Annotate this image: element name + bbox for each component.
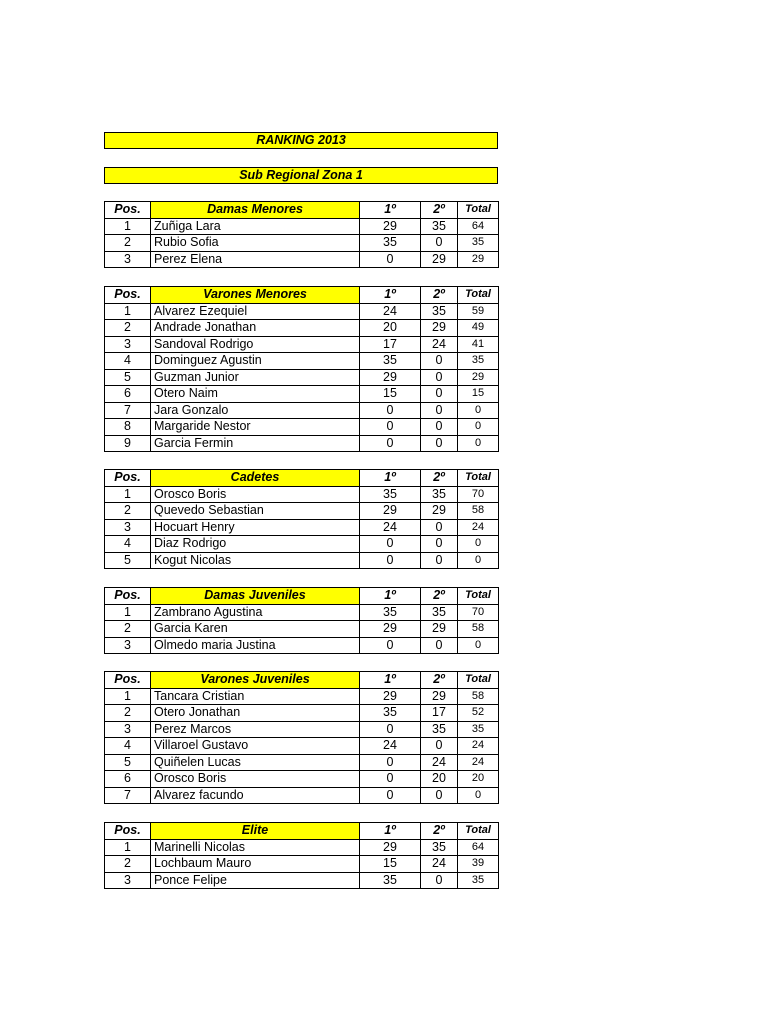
category-name: Varones Juveniles [151, 672, 360, 689]
row-total: 52 [458, 705, 499, 722]
row-first: 35 [360, 353, 421, 370]
row-name: Sandoval Rodrigo [151, 336, 360, 353]
header-pos: Pos. [105, 672, 151, 689]
table-row [105, 771, 499, 788]
row-second: 0 [421, 872, 458, 889]
table-row [105, 402, 499, 419]
row-first: 35 [360, 872, 421, 889]
row-position: 2 [105, 856, 151, 873]
row-first: 35 [360, 235, 421, 252]
header-first: 1º [360, 202, 421, 219]
zone-subtitle: Sub Regional Zona 1 [104, 167, 498, 184]
row-position: 3 [105, 637, 151, 654]
row-first: 0 [360, 552, 421, 569]
row-second: 29 [421, 503, 458, 520]
row-position: 1 [105, 688, 151, 705]
row-second: 0 [421, 552, 458, 569]
table-row [105, 251, 499, 268]
row-second: 24 [421, 754, 458, 771]
header-pos: Pos. [105, 823, 151, 840]
table-row [105, 369, 499, 386]
row-second: 29 [421, 251, 458, 268]
row-name: Hocuart Henry [151, 519, 360, 536]
row-total: 35 [458, 872, 499, 889]
header-total: Total [458, 287, 499, 304]
row-position: 6 [105, 771, 151, 788]
row-total: 35 [458, 721, 499, 738]
row-position: 4 [105, 536, 151, 553]
row-second: 0 [421, 369, 458, 386]
row-position: 4 [105, 738, 151, 755]
row-name: Guzman Junior [151, 369, 360, 386]
header-total: Total [458, 823, 499, 840]
row-first: 15 [360, 386, 421, 403]
row-second: 29 [421, 621, 458, 638]
header-second: 2º [421, 672, 458, 689]
row-first: 24 [360, 303, 421, 320]
table-row [105, 235, 499, 252]
table-row [105, 536, 499, 553]
row-position: 3 [105, 251, 151, 268]
row-first: 35 [360, 705, 421, 722]
row-total: 0 [458, 552, 499, 569]
row-second: 35 [421, 839, 458, 856]
row-second: 35 [421, 218, 458, 235]
row-position: 1 [105, 839, 151, 856]
row-first: 0 [360, 402, 421, 419]
row-second: 29 [421, 320, 458, 337]
row-total: 0 [458, 435, 499, 452]
row-position: 2 [105, 503, 151, 520]
ranking-table [104, 587, 499, 654]
row-total: 59 [458, 303, 499, 320]
row-name: Garcia Fermin [151, 435, 360, 452]
row-total: 35 [458, 235, 499, 252]
row-position: 3 [105, 519, 151, 536]
row-name: Quiñelen Lucas [151, 754, 360, 771]
table-row [105, 486, 499, 503]
row-total: 24 [458, 754, 499, 771]
row-total: 58 [458, 503, 499, 520]
table-header-row [105, 202, 499, 219]
table-row [105, 872, 499, 889]
row-position: 6 [105, 386, 151, 403]
category-name: Varones Menores [151, 287, 360, 304]
header-total: Total [458, 470, 499, 487]
row-total: 49 [458, 320, 499, 337]
row-name: Orosco Boris [151, 771, 360, 788]
row-second: 0 [421, 637, 458, 654]
row-position: 4 [105, 353, 151, 370]
row-name: Ponce Felipe [151, 872, 360, 889]
table-row [105, 386, 499, 403]
row-second: 0 [421, 386, 458, 403]
row-second: 0 [421, 738, 458, 755]
table-row [105, 519, 499, 536]
header-pos: Pos. [105, 287, 151, 304]
row-first: 24 [360, 519, 421, 536]
ranking-table [104, 201, 499, 268]
row-position: 2 [105, 705, 151, 722]
header-second: 2º [421, 823, 458, 840]
header-first: 1º [360, 287, 421, 304]
row-total: 64 [458, 218, 499, 235]
row-name: Alvarez Ezequiel [151, 303, 360, 320]
header-second: 2º [421, 287, 458, 304]
table-row [105, 320, 499, 337]
table-row [105, 336, 499, 353]
header-first: 1º [360, 588, 421, 605]
ranking-table [104, 671, 499, 804]
row-name: Rubio Sofia [151, 235, 360, 252]
row-position: 5 [105, 369, 151, 386]
table-row [105, 303, 499, 320]
row-first: 35 [360, 604, 421, 621]
row-second: 35 [421, 486, 458, 503]
row-name: Otero Jonathan [151, 705, 360, 722]
row-name: Perez Elena [151, 251, 360, 268]
row-first: 29 [360, 218, 421, 235]
row-first: 0 [360, 754, 421, 771]
row-position: 1 [105, 303, 151, 320]
table-row [105, 621, 499, 638]
row-first: 0 [360, 637, 421, 654]
header-second: 2º [421, 470, 458, 487]
header-pos: Pos. [105, 202, 151, 219]
row-total: 24 [458, 519, 499, 536]
category-name: Damas Juveniles [151, 588, 360, 605]
row-position: 2 [105, 320, 151, 337]
row-position: 7 [105, 787, 151, 804]
row-name: Kogut Nicolas [151, 552, 360, 569]
row-name: Villaroel Gustavo [151, 738, 360, 755]
row-position: 2 [105, 235, 151, 252]
row-second: 29 [421, 688, 458, 705]
row-first: 17 [360, 336, 421, 353]
ranking-table [104, 286, 499, 452]
row-first: 35 [360, 486, 421, 503]
row-first: 29 [360, 839, 421, 856]
header-first: 1º [360, 672, 421, 689]
table-row [105, 688, 499, 705]
row-total: 0 [458, 419, 499, 436]
row-first: 0 [360, 771, 421, 788]
row-name: Perez Marcos [151, 721, 360, 738]
header-pos: Pos. [105, 588, 151, 605]
row-position: 9 [105, 435, 151, 452]
row-first: 0 [360, 721, 421, 738]
table-row [105, 738, 499, 755]
table-header-row [105, 470, 499, 487]
header-total: Total [458, 672, 499, 689]
row-total: 15 [458, 386, 499, 403]
table-row [105, 754, 499, 771]
table-row [105, 435, 499, 452]
row-second: 24 [421, 336, 458, 353]
row-total: 58 [458, 621, 499, 638]
row-total: 0 [458, 637, 499, 654]
row-name: Diaz Rodrigo [151, 536, 360, 553]
row-first: 20 [360, 320, 421, 337]
row-name: Orosco Boris [151, 486, 360, 503]
table-row [105, 503, 499, 520]
header-total: Total [458, 202, 499, 219]
row-second: 0 [421, 419, 458, 436]
row-total: 24 [458, 738, 499, 755]
row-total: 0 [458, 536, 499, 553]
row-total: 41 [458, 336, 499, 353]
header-total: Total [458, 588, 499, 605]
row-total: 64 [458, 839, 499, 856]
row-second: 20 [421, 771, 458, 788]
row-second: 0 [421, 536, 458, 553]
table-row [105, 721, 499, 738]
row-name: Zuñiga Lara [151, 218, 360, 235]
table-row [105, 856, 499, 873]
row-name: Olmedo maria Justina [151, 637, 360, 654]
row-first: 29 [360, 688, 421, 705]
row-total: 35 [458, 353, 499, 370]
row-position: 5 [105, 552, 151, 569]
row-first: 0 [360, 251, 421, 268]
category-name: Damas Menores [151, 202, 360, 219]
header-second: 2º [421, 202, 458, 219]
row-second: 35 [421, 721, 458, 738]
category-name: Cadetes [151, 470, 360, 487]
category-name: Elite [151, 823, 360, 840]
header-first: 1º [360, 470, 421, 487]
table-row [105, 419, 499, 436]
row-second: 0 [421, 519, 458, 536]
row-position: 8 [105, 419, 151, 436]
row-second: 17 [421, 705, 458, 722]
row-first: 15 [360, 856, 421, 873]
row-total: 29 [458, 251, 499, 268]
row-first: 0 [360, 787, 421, 804]
row-position: 3 [105, 336, 151, 353]
row-first: 29 [360, 369, 421, 386]
table-header-row [105, 672, 499, 689]
table-row [105, 353, 499, 370]
row-total: 58 [458, 688, 499, 705]
row-position: 1 [105, 218, 151, 235]
table-row [105, 637, 499, 654]
table-row [105, 787, 499, 804]
row-first: 0 [360, 536, 421, 553]
row-position: 1 [105, 604, 151, 621]
row-name: Garcia Karen [151, 621, 360, 638]
row-name: Jara Gonzalo [151, 402, 360, 419]
table-row [105, 705, 499, 722]
ranking-table [104, 469, 499, 569]
row-name: Alvarez facundo [151, 787, 360, 804]
row-second: 0 [421, 353, 458, 370]
table-row [105, 552, 499, 569]
header-second: 2º [421, 588, 458, 605]
row-name: Quevedo Sebastian [151, 503, 360, 520]
ranking-table [104, 822, 499, 889]
row-second: 24 [421, 856, 458, 873]
row-first: 0 [360, 435, 421, 452]
row-position: 3 [105, 721, 151, 738]
row-name: Lochbaum Mauro [151, 856, 360, 873]
row-total: 70 [458, 486, 499, 503]
row-second: 0 [421, 402, 458, 419]
row-total: 20 [458, 771, 499, 788]
ranking-title: RANKING 2013 [104, 132, 498, 149]
table-row [105, 839, 499, 856]
row-first: 29 [360, 621, 421, 638]
row-name: Margaride Nestor [151, 419, 360, 436]
row-position: 3 [105, 872, 151, 889]
row-total: 0 [458, 402, 499, 419]
table-header-row [105, 588, 499, 605]
row-name: Dominguez Agustin [151, 353, 360, 370]
row-first: 0 [360, 419, 421, 436]
row-total: 0 [458, 787, 499, 804]
table-header-row [105, 823, 499, 840]
table-row [105, 604, 499, 621]
row-second: 35 [421, 604, 458, 621]
row-total: 70 [458, 604, 499, 621]
row-first: 24 [360, 738, 421, 755]
row-name: Andrade Jonathan [151, 320, 360, 337]
row-second: 0 [421, 435, 458, 452]
row-position: 5 [105, 754, 151, 771]
row-second: 0 [421, 787, 458, 804]
row-total: 29 [458, 369, 499, 386]
header-pos: Pos. [105, 470, 151, 487]
row-name: Tancara Cristian [151, 688, 360, 705]
table-row [105, 218, 499, 235]
row-second: 0 [421, 235, 458, 252]
row-name: Marinelli Nicolas [151, 839, 360, 856]
row-first: 29 [360, 503, 421, 520]
row-position: 1 [105, 486, 151, 503]
table-header-row [105, 287, 499, 304]
row-total: 39 [458, 856, 499, 873]
row-position: 2 [105, 621, 151, 638]
row-second: 35 [421, 303, 458, 320]
row-name: Otero Naim [151, 386, 360, 403]
header-first: 1º [360, 823, 421, 840]
row-position: 7 [105, 402, 151, 419]
row-name: Zambrano Agustina [151, 604, 360, 621]
